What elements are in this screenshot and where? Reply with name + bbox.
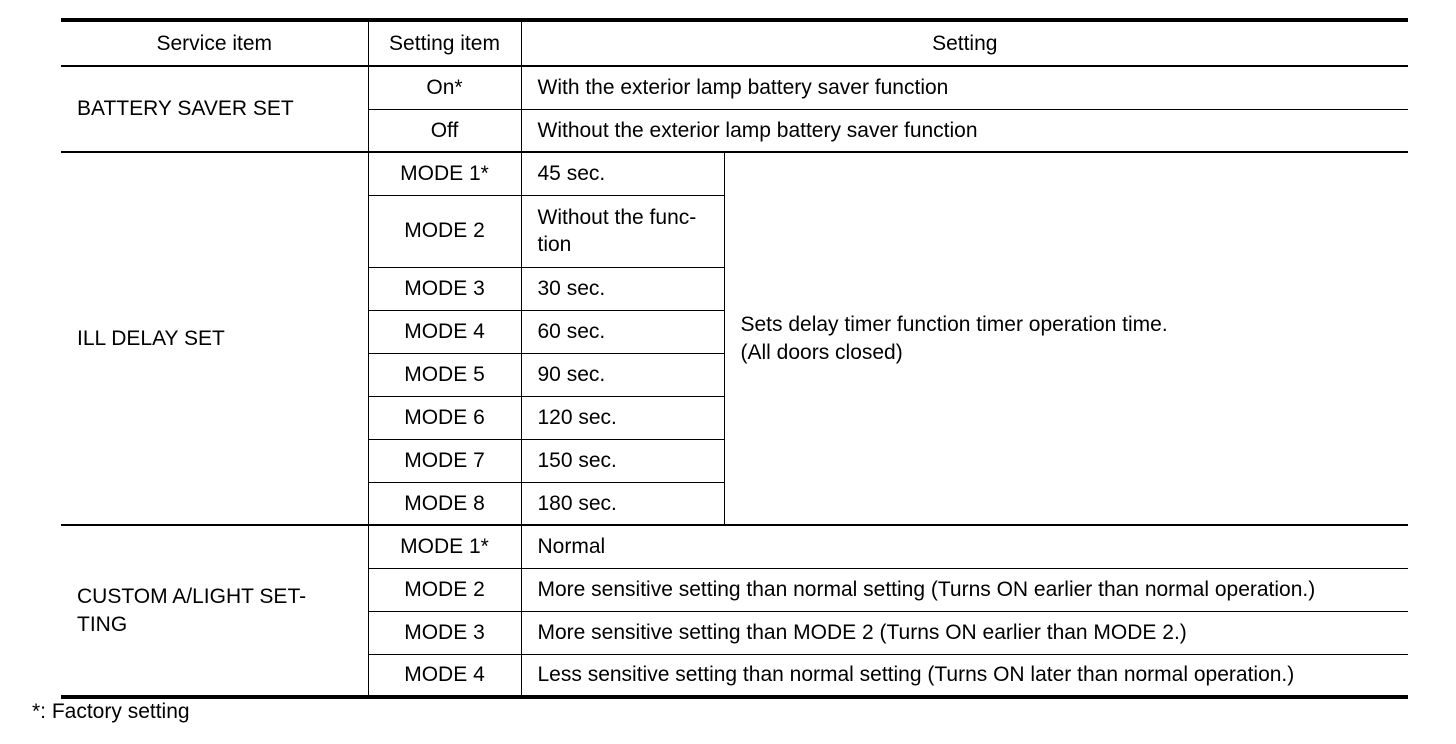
header-row — [61, 20, 1408, 66]
service-custom-alight-line2: TING — [77, 612, 128, 636]
ill-delay-description-line1: Sets delay timer function timer operation time. — [740, 313, 1168, 337]
setting-item: MODE 3 — [368, 611, 521, 654]
setting-value: 60 sec. — [521, 310, 724, 353]
service-ill-delay: ILL DELAY SET — [61, 152, 368, 525]
setting-description: Without the exterior lamp battery saver function — [521, 109, 1408, 152]
service-custom-alight-line1: CUSTOM A/LIGHT SET- — [77, 585, 307, 609]
setting-value — [521, 195, 724, 267]
setting-item: On* — [368, 66, 521, 109]
setting-item: MODE 7 — [368, 439, 521, 482]
setting-item: MODE 2 — [368, 568, 521, 611]
setting-value: 150 sec. — [521, 439, 724, 482]
header-setting-item: Setting item — [368, 20, 521, 66]
setting-description: More sensitive setting than MODE 2 (Turns ON earlier than MODE 2.) — [521, 611, 1408, 654]
service-custom-alight — [61, 525, 368, 697]
setting-value: 120 sec. — [521, 396, 724, 439]
setting-item: MODE 1* — [368, 525, 521, 568]
footnote: *: Factory setting — [32, 700, 190, 723]
setting-item: Off — [368, 109, 521, 152]
table-row — [61, 66, 1408, 109]
setting-description: With the exterior lamp battery saver function — [521, 66, 1408, 109]
header-service-item: Service item — [61, 20, 368, 66]
setting-item: MODE 8 — [368, 482, 521, 525]
ill-delay-description — [724, 152, 1408, 525]
setting-item: MODE 4 — [368, 310, 521, 353]
setting-item: MODE 1* — [368, 152, 521, 195]
table-row — [61, 525, 1408, 568]
setting-value: 45 sec. — [521, 152, 724, 195]
setting-value-line2: tion — [537, 233, 572, 256]
setting-description: Normal — [521, 525, 1408, 568]
header-setting: Setting — [521, 20, 1408, 66]
setting-item: MODE 3 — [368, 267, 521, 310]
setting-value: 30 sec. — [521, 267, 724, 310]
setting-description: More sensitive setting than normal setting (Turns ON earlier than normal operation.) — [521, 568, 1408, 611]
table-row — [61, 152, 1408, 195]
setting-item: MODE 4 — [368, 654, 521, 697]
setting-item: MODE 5 — [368, 353, 521, 396]
setting-item: MODE 6 — [368, 396, 521, 439]
setting-description: Less sensitive setting than normal setting (Turns ON later than normal operation.) — [521, 654, 1408, 697]
ill-delay-description-line2: (All doors closed) — [740, 340, 903, 364]
service-settings-table — [61, 18, 1408, 699]
setting-value-line1: Without the func- — [537, 205, 697, 229]
setting-value: 180 sec. — [521, 482, 724, 525]
setting-item: MODE 2 — [368, 195, 521, 267]
setting-value: 90 sec. — [521, 353, 724, 396]
service-battery-saver: BATTERY SAVER SET — [61, 66, 368, 152]
